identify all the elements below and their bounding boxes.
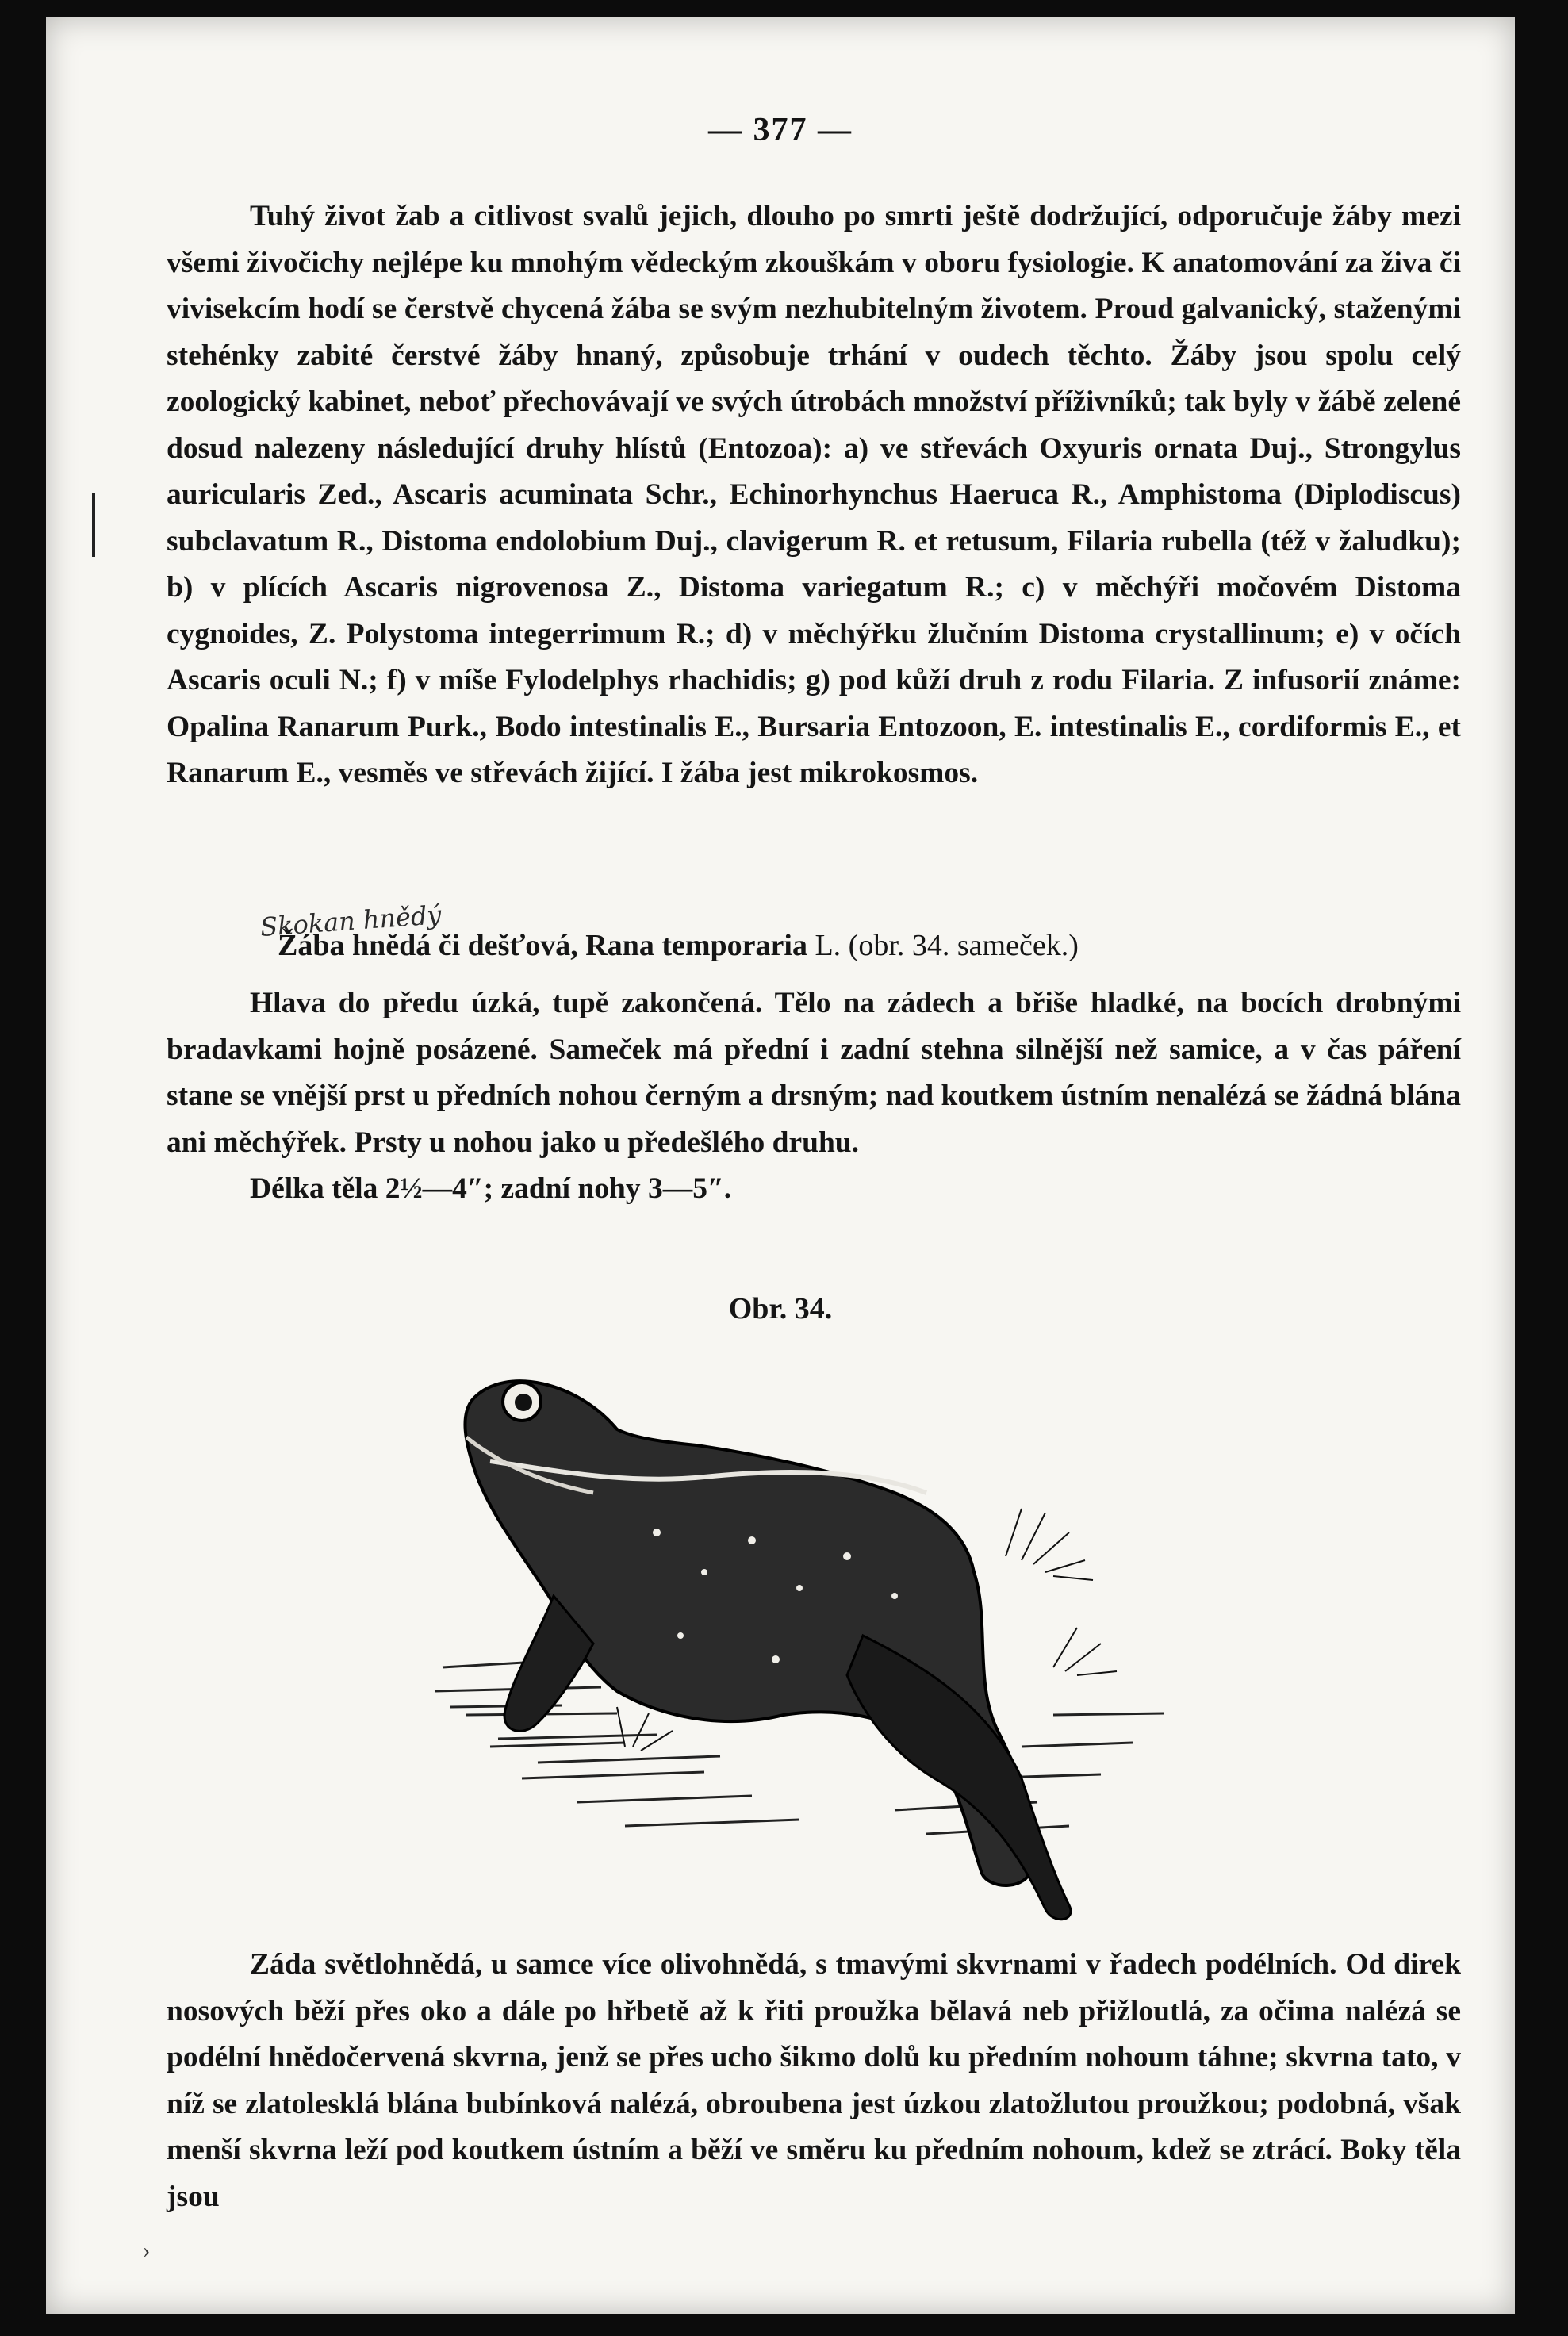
species-heading-authority: L. (obr. 34. sameček.) [815, 929, 1079, 962]
text-block-description [167, 980, 1461, 1213]
paragraph-coloration: Záda světlohnědá, u samce více olivohnědá, s tmavými skvrnami v řadech podélních. Od direk nosových běží přes oko a dále po hřbetě až k řiti proužka bělavá neb přižloutlá, za očima nalézá se podélní hnědočervená skvrna, jenž se přes ucho šikmo dolů ku předním nohoum táhne; skvrna tato, v níž se zlatolesklá blána bubínková nalézá, obroubena jest úzkou zlatožlutou proužkou; podobná, však menší skvrna leží pod koutkem ústním a běží ve směru ku předním nohoum, kdež se ztrácí. Boky těla jsou [167, 1948, 1461, 2213]
species-heading-latin: Rana temporaria [585, 929, 807, 962]
text-block-intro [167, 194, 1461, 797]
binding-mark [92, 493, 95, 557]
margin-mark: › [143, 2238, 151, 2263]
text-block-coloration [167, 1942, 1461, 2220]
paragraph-body-length: Délka těla 2½—4″; zadní nohy 3—5″. [250, 1172, 732, 1205]
frog-illustration [419, 1334, 1259, 1937]
handwritten-note: Skokan hnědý [259, 899, 443, 942]
species-heading [278, 928, 1079, 963]
paragraph-head-body: Hlava do předu úzká, tupě zakončená. Tělo na zádech a břiše hladké, na bocích drobnými bradavkami hojně posázené. Sameček má přední i zadní stehna silnější než samice, a v čas páření stane se vnější prst u předních nohou černým a drsným; nad koutkem ústním nenalézá se žádná blána ani měchýřek. Prsty u nohou jako u předešlého druhu. [167, 987, 1461, 1159]
paragraph-frog-physiology: Tuhý život žab a citlivost svalů jejich, dlouho po smrti ještě dodržující, odporučuje žáby mezi všemi živočichy nejlépe ku mnohým vědeckým zkouškám v oboru fysiologie. K anatomování za živa či vivisekcím hodí se čerstvě chycená žába se svým nezhubitelným životem. Proud galvanický, staženými stehénky zabité čerstvé žáby hnaný, způsobuje trhání v oudech těchto. Žáby jsou spolu celý zoologický kabinet, neboť přechovávají ve svých útrobách množství příživníků; tak byly v žábě zelené dosud nalezeny následující druhy hlístů (Entozoa): a) ve střevách Oxyuris ornata Duj., Strongylus auricularis Zed., Ascaris acuminata Schr., Echinorhynchus Haeruca R., Amphistoma (Diplodiscus) subclavatum R., Distoma endolobium Duj., clavigerum R. et retusum, Filaria rubella (též v žaludku); b) v plících Ascaris nigrovenosa Z., Distoma variegatum R.; c) v měchýři močovém Distoma cygnoides, Z. Polystoma integerrimum R.; d) v měchýřku žlučním Distoma crystallinum; e) v očích Ascaris oculi N.; f) v míše Fylodelphys rhachidis; g) pod kůží druh z rodu Filaria. Z infusorií známe: Opalina Ranarum Purk., Bodo intestinalis E., Bursaria Entozoon, E. intestinalis E., cordiformis E., et Ranarum E., vesměs ve střevách žijící. I žába jest mikrokosmos. [167, 200, 1461, 789]
scanned-page [46, 17, 1515, 2314]
page-number: — 377 — [708, 112, 853, 148]
species-heading-czech: Žába hnědá či dešťová, [278, 929, 578, 962]
figure-caption: Obr. 34. [728, 1292, 833, 1325]
frog-pupil [515, 1394, 532, 1411]
